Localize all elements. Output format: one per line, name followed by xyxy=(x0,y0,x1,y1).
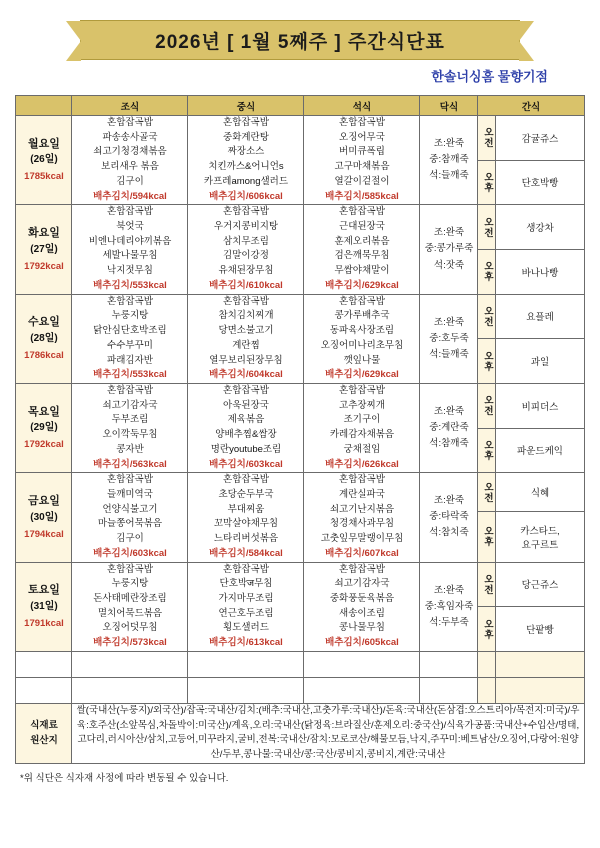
empty-cell xyxy=(188,677,304,703)
dish-item: 검은깨묵무침 xyxy=(334,250,390,262)
snack-am-cell: 비피더스 xyxy=(496,383,584,428)
dish-item: 횡도샐러드 xyxy=(223,622,269,634)
day-kcal: 1786kcal xyxy=(24,349,64,361)
dish-item: 우거지콩비지탕 xyxy=(213,221,279,233)
dish-item: 콩나물무침 xyxy=(339,622,385,634)
day-name: 수요일 xyxy=(28,316,60,329)
snack-am-cell: 생강차 xyxy=(496,205,584,250)
nightmeal-cell xyxy=(420,562,478,651)
dish-item: 쇠고기감자국 xyxy=(102,399,158,411)
dish-item: 명란youtube조림 xyxy=(210,443,282,455)
snack-pm-label: 오후 xyxy=(478,160,496,205)
snack-pm-cell xyxy=(496,160,584,205)
snack-am-label: 오전 xyxy=(478,383,496,428)
dish-item: 수수부꾸미 xyxy=(107,339,153,351)
dish-item: 북엇국 xyxy=(116,221,144,233)
dish-item: 짜장소스 xyxy=(227,146,265,158)
dish-item: 고춧잎무말랭이무침 xyxy=(320,533,404,545)
dish-item: 유채된장무침 xyxy=(218,265,274,277)
dish-item: 두부조림 xyxy=(111,414,149,426)
nightmeal-item: 중:콩가루죽 xyxy=(424,243,474,255)
breakfast-cell xyxy=(72,473,188,562)
nightmeal-item: 중:참깨죽 xyxy=(429,154,469,166)
dish-item: 혼합잡곡밥 xyxy=(223,384,269,396)
kimchi-kcal: 배추김치/613kcal xyxy=(209,637,283,649)
snack-line: 단팥빵 xyxy=(526,625,554,637)
dish-item: 누룽지탕 xyxy=(111,310,149,322)
snack-pm-label: 오후 xyxy=(478,607,496,652)
kimchi-kcal: 배추김치/607kcal xyxy=(325,547,399,559)
kimchi-kcal: 배추김치/603kcal xyxy=(93,547,167,559)
dish-item: 혼합잡곡밥 xyxy=(339,295,385,307)
dish-item: 오징어덧무침 xyxy=(102,622,158,634)
day-kcal: 1792kcal xyxy=(24,260,64,272)
dish-item: 부대찌움 xyxy=(227,503,265,515)
dish-item: 혼합잡곡밥 xyxy=(223,206,269,218)
day-date: (28일) xyxy=(30,332,58,344)
dish-item: 혼합잡곡밥 xyxy=(223,295,269,307)
empty-cell xyxy=(478,677,496,703)
dish-item: 마늘쫑어묵볶음 xyxy=(97,518,163,530)
table-row xyxy=(16,473,584,512)
dish-item: 계란실파국 xyxy=(339,488,385,500)
empty-cell xyxy=(496,651,584,677)
snack-line: 요구르트 xyxy=(521,539,559,551)
dish-item: 혼합잡곡밥 xyxy=(107,295,153,307)
empty-cell xyxy=(72,677,188,703)
dish-item: 계란찜 xyxy=(232,339,260,351)
dish-item: 혼합잡곡밥 xyxy=(107,117,153,128)
snack-am-label: 오전 xyxy=(478,562,496,607)
kimchi-kcal: 배추김치/629kcal xyxy=(325,279,399,291)
kimchi-kcal: 배추김치/584kcal xyxy=(209,547,283,559)
nightmeal-cell xyxy=(420,116,478,205)
snack-pm-label: 오후 xyxy=(478,249,496,294)
nightmeal-item: 중:흑임자죽 xyxy=(424,600,474,612)
nightmeal-item: 조:완죽 xyxy=(433,495,465,507)
nightmeal-cell xyxy=(420,294,478,383)
dish-item: 열무보리된장무침 xyxy=(209,354,283,366)
footnote: *위 식단은 식자재 사정에 따라 변동될 수 있습니다. xyxy=(20,772,229,784)
dish-item: 아욱된장국 xyxy=(223,399,269,411)
day-kcal: 1794kcal xyxy=(24,528,64,540)
dish-item: 무쌈야채말이 xyxy=(334,265,390,277)
snack-pm-cell xyxy=(496,511,584,562)
day-name: 토요일 xyxy=(28,584,60,597)
kimchi-kcal: 배추김치/603kcal xyxy=(209,458,283,470)
dish-item: 누룽지탕 xyxy=(111,578,149,590)
dinner-cell xyxy=(304,116,420,205)
breakfast-cell xyxy=(72,562,188,651)
day-name: 월요일 xyxy=(28,137,60,150)
organization-name: 한솔너싱홈 물향기점 xyxy=(431,69,548,84)
dish-item: 근대된장국 xyxy=(339,221,385,233)
empty-cell xyxy=(420,677,478,703)
dish-item: 오징어무국 xyxy=(339,131,385,143)
dish-item: 가지마무조림 xyxy=(218,593,274,604)
dish-item: 치킨까스&어니언s xyxy=(208,161,284,173)
origin-label xyxy=(16,703,72,763)
snack-am-label: 오전 xyxy=(478,473,496,512)
snack-pm-label: 오후 xyxy=(478,428,496,473)
day-name: 화요일 xyxy=(28,227,60,240)
day-cell xyxy=(16,473,72,562)
kimchi-kcal: 배추김치/606kcal xyxy=(209,190,283,202)
nightmeal-cell xyxy=(420,205,478,294)
header-nightmeal: 닥식 xyxy=(420,96,478,116)
day-cell xyxy=(16,383,72,472)
empty-cell xyxy=(16,677,72,703)
table-row xyxy=(16,383,584,428)
day-date: (27일) xyxy=(30,243,58,255)
nightmeal-item: 석:참깨죽 xyxy=(429,438,469,450)
dish-item: 버미큐폭립 xyxy=(339,146,385,158)
empty-row xyxy=(16,651,584,677)
day-name: 금요일 xyxy=(28,495,60,508)
dish-item: 참치김치찌개 xyxy=(218,310,274,322)
dish-item: 혼합잡곡밥 xyxy=(107,563,153,575)
dish-item: 들깨미역국 xyxy=(107,488,153,500)
nightmeal-item: 조:완죽 xyxy=(433,584,465,596)
dinner-cell xyxy=(304,562,420,651)
origin-text: 쌀(국내산(누룽지)/외국산)/잡곡:국내산/김치:(배추:국내산,고춧가루:국내산)/돈육:국내산(돈삼겹:오스트리아/목전지:미국)/우육:호주산(소앞목심,차돌박이:미국산)/계육,오리:국내산(닭정육:브라질산/훈제오리:중국산)/식육가공품:국내산+수입산/명태,고다리,러시아산/삼치,고등어,미꾸라지,굴비,전복:국내산/잠치:모로코산/해물모듬,낙지,주꾸미:베트남산/오징어,다랑어:원양산/두부,콩나물:국내산/콩:국산/콩비지,콩비지,계란:국내산 xyxy=(72,703,584,763)
nightmeal-item: 조:완죽 xyxy=(433,137,465,149)
dish-item: 고추장찌개 xyxy=(339,399,385,411)
dish-item: 김구이 xyxy=(116,533,144,545)
snack-am-label: 오전 xyxy=(478,294,496,339)
dish-item: 혼합잡곡밥 xyxy=(107,206,153,218)
dish-item: 오징어미나리초무침 xyxy=(320,339,404,351)
snack-pm-cell xyxy=(496,249,584,294)
empty-cell xyxy=(16,651,72,677)
snack-am-cell: 감귤쥬스 xyxy=(496,116,584,161)
nightmeal-cell xyxy=(420,383,478,472)
table-row xyxy=(16,294,584,339)
origin-label-line: 원산지 xyxy=(30,735,58,747)
dish-item: 쇠고기청경채볶음 xyxy=(93,146,167,158)
nightmeal-item: 조:완죽 xyxy=(433,227,465,239)
lunch-cell xyxy=(188,383,304,472)
snack-pm-cell xyxy=(496,428,584,473)
breakfast-cell xyxy=(72,294,188,383)
dinner-cell xyxy=(304,294,420,383)
origin-label-line: 식재료 xyxy=(30,720,58,732)
lunch-cell xyxy=(188,205,304,294)
table-body xyxy=(16,116,584,764)
dish-item: 초당순두부국 xyxy=(218,488,274,500)
lunch-cell xyxy=(188,473,304,562)
dish-item: 오이깍둑무침 xyxy=(102,429,158,441)
breakfast-cell xyxy=(72,205,188,294)
table-header-row xyxy=(16,96,584,116)
empty-cell xyxy=(304,651,420,677)
dish-item: 열갈이겉절이 xyxy=(334,175,390,187)
kimchi-kcal: 배추김치/563kcal xyxy=(93,458,167,470)
breakfast-cell xyxy=(72,116,188,205)
dish-item: 멸치어묵드볶음 xyxy=(97,607,163,619)
dish-item: 삼치무조림 xyxy=(223,235,269,247)
table-row xyxy=(16,205,584,250)
snack-am-cell: 당근쥬스 xyxy=(496,562,584,607)
lunch-cell xyxy=(188,116,304,205)
table-row xyxy=(16,116,584,161)
dinner-cell xyxy=(304,473,420,562)
dish-item: 양배추찜&쌈장 xyxy=(215,429,277,441)
dish-item: 조기구이 xyxy=(343,414,381,426)
snack-am-cell: 식혜 xyxy=(496,473,584,512)
header-snack: 간식 xyxy=(478,96,584,116)
dinner-cell xyxy=(304,383,420,472)
empty-row xyxy=(16,677,584,703)
header-breakfast: 조식 xyxy=(72,96,188,116)
dish-item: 단호박ज무침 xyxy=(219,578,273,590)
dish-item: 혼합잡곡밥 xyxy=(107,474,153,486)
day-kcal: 1792kcal xyxy=(24,439,64,451)
dish-item: 낙지젓무침 xyxy=(107,265,153,277)
dish-item: 훈제오리볶음 xyxy=(334,235,390,247)
dish-item: 혼합잡곡밥 xyxy=(223,117,269,128)
snack-line: 과일 xyxy=(530,357,550,369)
header-dinner: 석식 xyxy=(304,96,420,116)
dish-item: 깻잎나물 xyxy=(343,354,381,366)
day-cell xyxy=(16,562,72,651)
dish-item: 청경채사과무침 xyxy=(329,518,395,530)
dish-item: 세발나물무침 xyxy=(102,250,158,262)
title-banner xyxy=(80,20,520,60)
empty-cell xyxy=(420,651,478,677)
dish-item: 당면소불고기 xyxy=(218,325,274,337)
kimchi-kcal: 배추김치/605kcal xyxy=(325,637,399,649)
dish-item: 궁채절임 xyxy=(343,443,381,455)
dish-item: 언양식불고기 xyxy=(102,503,158,515)
snack-pm-label: 오후 xyxy=(478,339,496,384)
dish-item: 비엔나데리야끼볶음 xyxy=(88,235,172,247)
kimchi-kcal: 배추김치/594kcal xyxy=(93,190,167,202)
day-date: (26일) xyxy=(30,154,58,166)
dish-item: 고구마채볶음 xyxy=(334,161,390,173)
dish-item: 파송송사골국 xyxy=(102,131,158,143)
snack-pm-label: 오후 xyxy=(478,511,496,562)
kimchi-kcal: 배추김치/573kcal xyxy=(93,637,167,649)
dish-item: 카프레among샐러드 xyxy=(203,175,289,187)
dish-item: 혼합잡곡밥 xyxy=(339,384,385,396)
dish-item: 콩자반 xyxy=(116,443,144,455)
snack-am-label: 오전 xyxy=(478,205,496,250)
header-blank xyxy=(16,96,72,116)
kimchi-kcal: 배추김치/610kcal xyxy=(209,279,283,291)
nightmeal-item: 조:완죽 xyxy=(433,316,465,328)
dish-item: 파래김자반 xyxy=(107,354,153,366)
dish-item: 혼합잡곡밥 xyxy=(107,384,153,396)
nightmeal-item: 석:잣죽 xyxy=(433,259,465,271)
dish-item: 혼합잡곡밥 xyxy=(339,117,385,128)
dish-item: 혼합잡곡밥 xyxy=(339,563,385,575)
snack-am-cell: 요플레 xyxy=(496,294,584,339)
dish-item: 김구이 xyxy=(116,175,144,187)
lunch-cell xyxy=(188,562,304,651)
nightmeal-item: 조:완죽 xyxy=(433,405,465,417)
empty-cell xyxy=(304,677,420,703)
dish-item: 돈사태메란장조림 xyxy=(93,593,167,604)
day-kcal: 1791kcal xyxy=(24,617,64,629)
kimchi-kcal: 배추김치/585kcal xyxy=(325,190,399,202)
dish-item: 닭안심단호박조림 xyxy=(93,325,167,337)
snack-am-label: 오전 xyxy=(478,116,496,161)
dish-item: 느타리버섯볶음 xyxy=(213,533,279,545)
day-cell xyxy=(16,205,72,294)
day-cell xyxy=(16,116,72,205)
nightmeal-item: 석:참치죽 xyxy=(429,527,469,539)
snack-pm-cell xyxy=(496,607,584,652)
day-cell xyxy=(16,294,72,383)
dinner-cell xyxy=(304,205,420,294)
dish-item: 새송이조림 xyxy=(339,607,385,619)
page-header xyxy=(0,0,600,85)
kimchi-kcal: 배추김치/604kcal xyxy=(209,369,283,381)
table-row xyxy=(16,562,584,607)
header-lunch: 중식 xyxy=(188,96,304,116)
empty-cell xyxy=(188,651,304,677)
dish-item: 콩가루배추국 xyxy=(334,310,390,322)
nightmeal-item: 석:두부죽 xyxy=(429,616,469,628)
dish-item: 꼬막살야채무침 xyxy=(213,518,279,530)
day-date: (31일) xyxy=(30,600,58,612)
day-date: (30일) xyxy=(30,511,58,523)
empty-cell xyxy=(496,677,584,703)
page-title: 2026년 [ 1월 5째주 ] 주간식단표 xyxy=(155,31,445,53)
dish-item: 김말이강정 xyxy=(223,250,269,262)
kimchi-kcal: 배추김치/553kcal xyxy=(93,279,167,291)
kimchi-kcal: 배추김치/629kcal xyxy=(325,369,399,381)
day-kcal: 1785kcal xyxy=(24,171,64,183)
empty-cell xyxy=(478,651,496,677)
snack-line: 단호박빵 xyxy=(521,178,559,190)
dish-item: 연근호두조림 xyxy=(218,607,274,619)
kimchi-kcal: 배추김치/626kcal xyxy=(325,458,399,470)
snack-pm-cell xyxy=(496,339,584,384)
day-date: (29일) xyxy=(30,422,58,434)
dish-item: 혼합잡곡밥 xyxy=(339,206,385,218)
day-name: 목요일 xyxy=(28,405,60,418)
dish-item: 카레감자채볶음 xyxy=(329,429,395,441)
menu-table xyxy=(15,95,584,764)
kimchi-kcal: 배추김치/553kcal xyxy=(93,369,167,381)
dish-item: 쇠고기감자국 xyxy=(334,578,390,590)
breakfast-cell xyxy=(72,383,188,472)
empty-cell xyxy=(72,651,188,677)
snack-line: 파운드케익 xyxy=(517,446,563,458)
dish-item: 제육볶음 xyxy=(227,414,265,426)
dish-item: 혼합잡곡밥 xyxy=(223,563,269,575)
snack-line: 바나나빵 xyxy=(521,267,559,279)
nightmeal-item: 석:들깨죽 xyxy=(429,170,469,182)
nightmeal-item: 중:타락죽 xyxy=(429,511,469,523)
dish-item: 중화계란탕 xyxy=(223,131,269,143)
nightmeal-item: 중:계란죽 xyxy=(429,422,469,434)
dish-item: 중화풍둔육볶음 xyxy=(329,593,395,604)
snack-line: 카스타드, xyxy=(520,525,560,537)
dish-item: 보리새우 볶음 xyxy=(101,161,159,173)
dish-item: 혼합잡곡밥 xyxy=(223,474,269,486)
nightmeal-item: 중:호두죽 xyxy=(429,332,469,344)
lunch-cell xyxy=(188,294,304,383)
dish-item: 혼합잡곡밥 xyxy=(339,474,385,486)
dish-item: 동파육사장조림 xyxy=(329,325,395,337)
dish-item: 쇠고기난지볶음 xyxy=(329,503,395,515)
nightmeal-cell xyxy=(420,473,478,562)
nightmeal-item: 석:들깨죽 xyxy=(429,348,469,360)
origin-row xyxy=(16,703,584,763)
